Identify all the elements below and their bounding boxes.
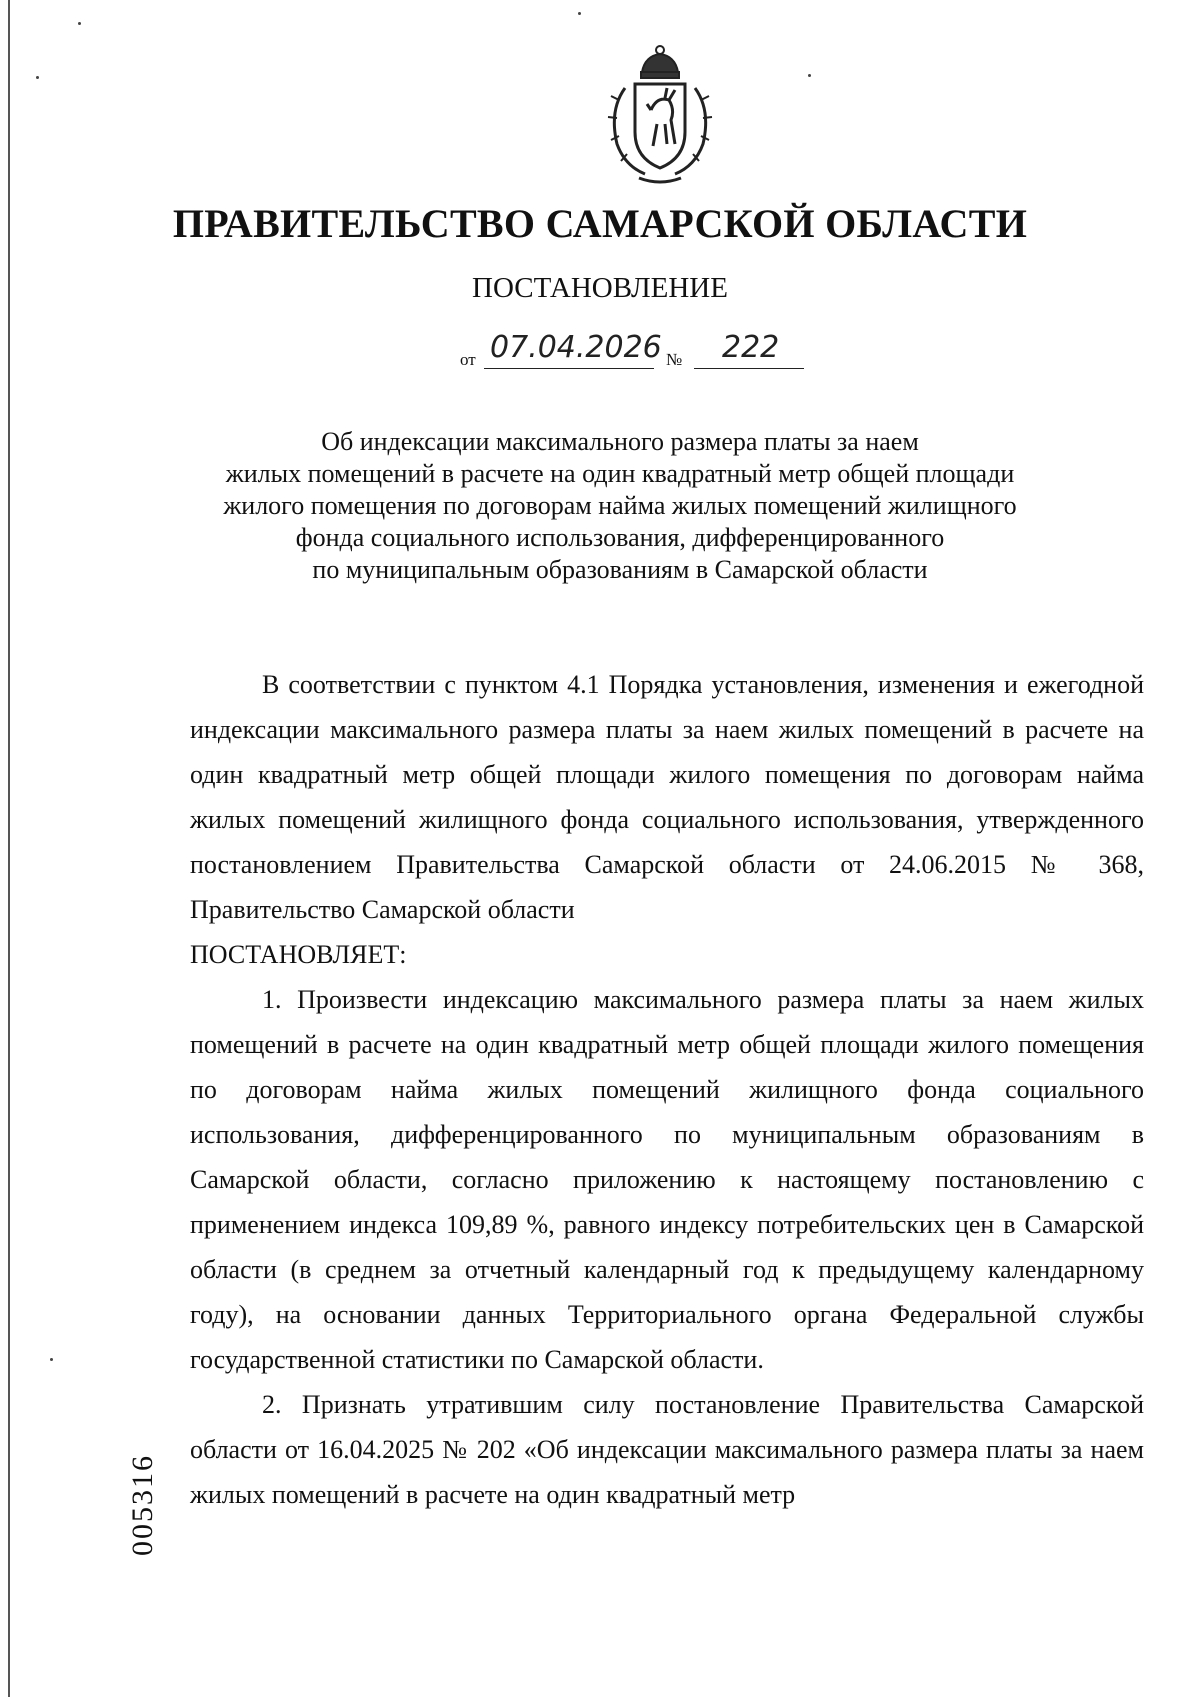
organization-title: ПРАВИТЕЛЬСТВО САМАРСКОЙ ОБЛАСТИ xyxy=(172,201,1028,246)
scan-speck xyxy=(578,12,581,15)
clause-1-paragraph: 1. Произвести индексацию максимального размера платы за наем жилых помещений в расчете на один квадратный метр общей площади жилого помещения по договорам найма жилых помещений жилищного фонда социального использования, дифференцированного по муниципальным образованиям в Самарской области, согласно приложению к настоящему постановлению с применением индекса 109,89 %, равного индексу потребительских цен в Самарской области (в среднем за отчетный календарный год к предыдущему календарному году), на основании данных Территориального органа Федеральной службы государственной статистики по Самарской области. xyxy=(190,985,1144,1374)
scan-speck xyxy=(50,1358,53,1361)
date-underline xyxy=(484,368,654,369)
scan-speck xyxy=(808,74,811,77)
heading-line: жилого помещения по договорам найма жилых помещений жилищного xyxy=(223,491,1017,520)
document-date: 07.04.2026 xyxy=(490,330,662,365)
document-body xyxy=(190,662,1144,1517)
scan-left-edge xyxy=(8,0,10,1697)
document-heading xyxy=(160,426,1080,586)
heading-line: по муниципальным образованиям в Самарской области xyxy=(312,555,928,584)
scan-speck xyxy=(36,76,39,79)
date-number-line xyxy=(460,330,860,376)
coat-of-arms-samara-icon xyxy=(595,40,725,190)
document-type: ПОСТАНОВЛЕНИЕ xyxy=(472,272,728,304)
registration-number-text: 005316 xyxy=(126,1454,159,1556)
date-prefix: от xyxy=(460,350,476,369)
number-underline xyxy=(694,368,804,369)
document-number: 222 xyxy=(722,330,780,365)
preamble-paragraph: В соответствии с пунктом 4.1 Порядка установления, изменения и ежегодной индексации максимального размера платы за наем жилых помещений в расчете на один квадратный метр общей площади жилого помещения по договорам найма жилых помещений жилищного фонда социального использования, утвержденного постановлением Правительства Самарской области от 24.06.2015 № 368, Правительство Самарской области xyxy=(190,670,1144,924)
heading-line: жилых помещений в расчете на один квадратный метр общей площади xyxy=(225,459,1015,488)
scan-speck xyxy=(78,22,81,25)
heading-line: фонда социального использования, дифференцированного xyxy=(295,523,945,552)
number-prefix: № xyxy=(666,350,683,369)
resolution-word: ПОСТАНОВЛЯЕТ: xyxy=(190,940,407,969)
heading-line: Об индексации максимального размера платы за наем xyxy=(321,427,919,456)
clause-2-paragraph: 2. Признать утратившим силу постановление Правительства Самарской области от 16.04.2025 № 202 «Об индексации максимального размера платы за наем жилых помещений в расчете на один квадратный метр xyxy=(190,1390,1144,1509)
